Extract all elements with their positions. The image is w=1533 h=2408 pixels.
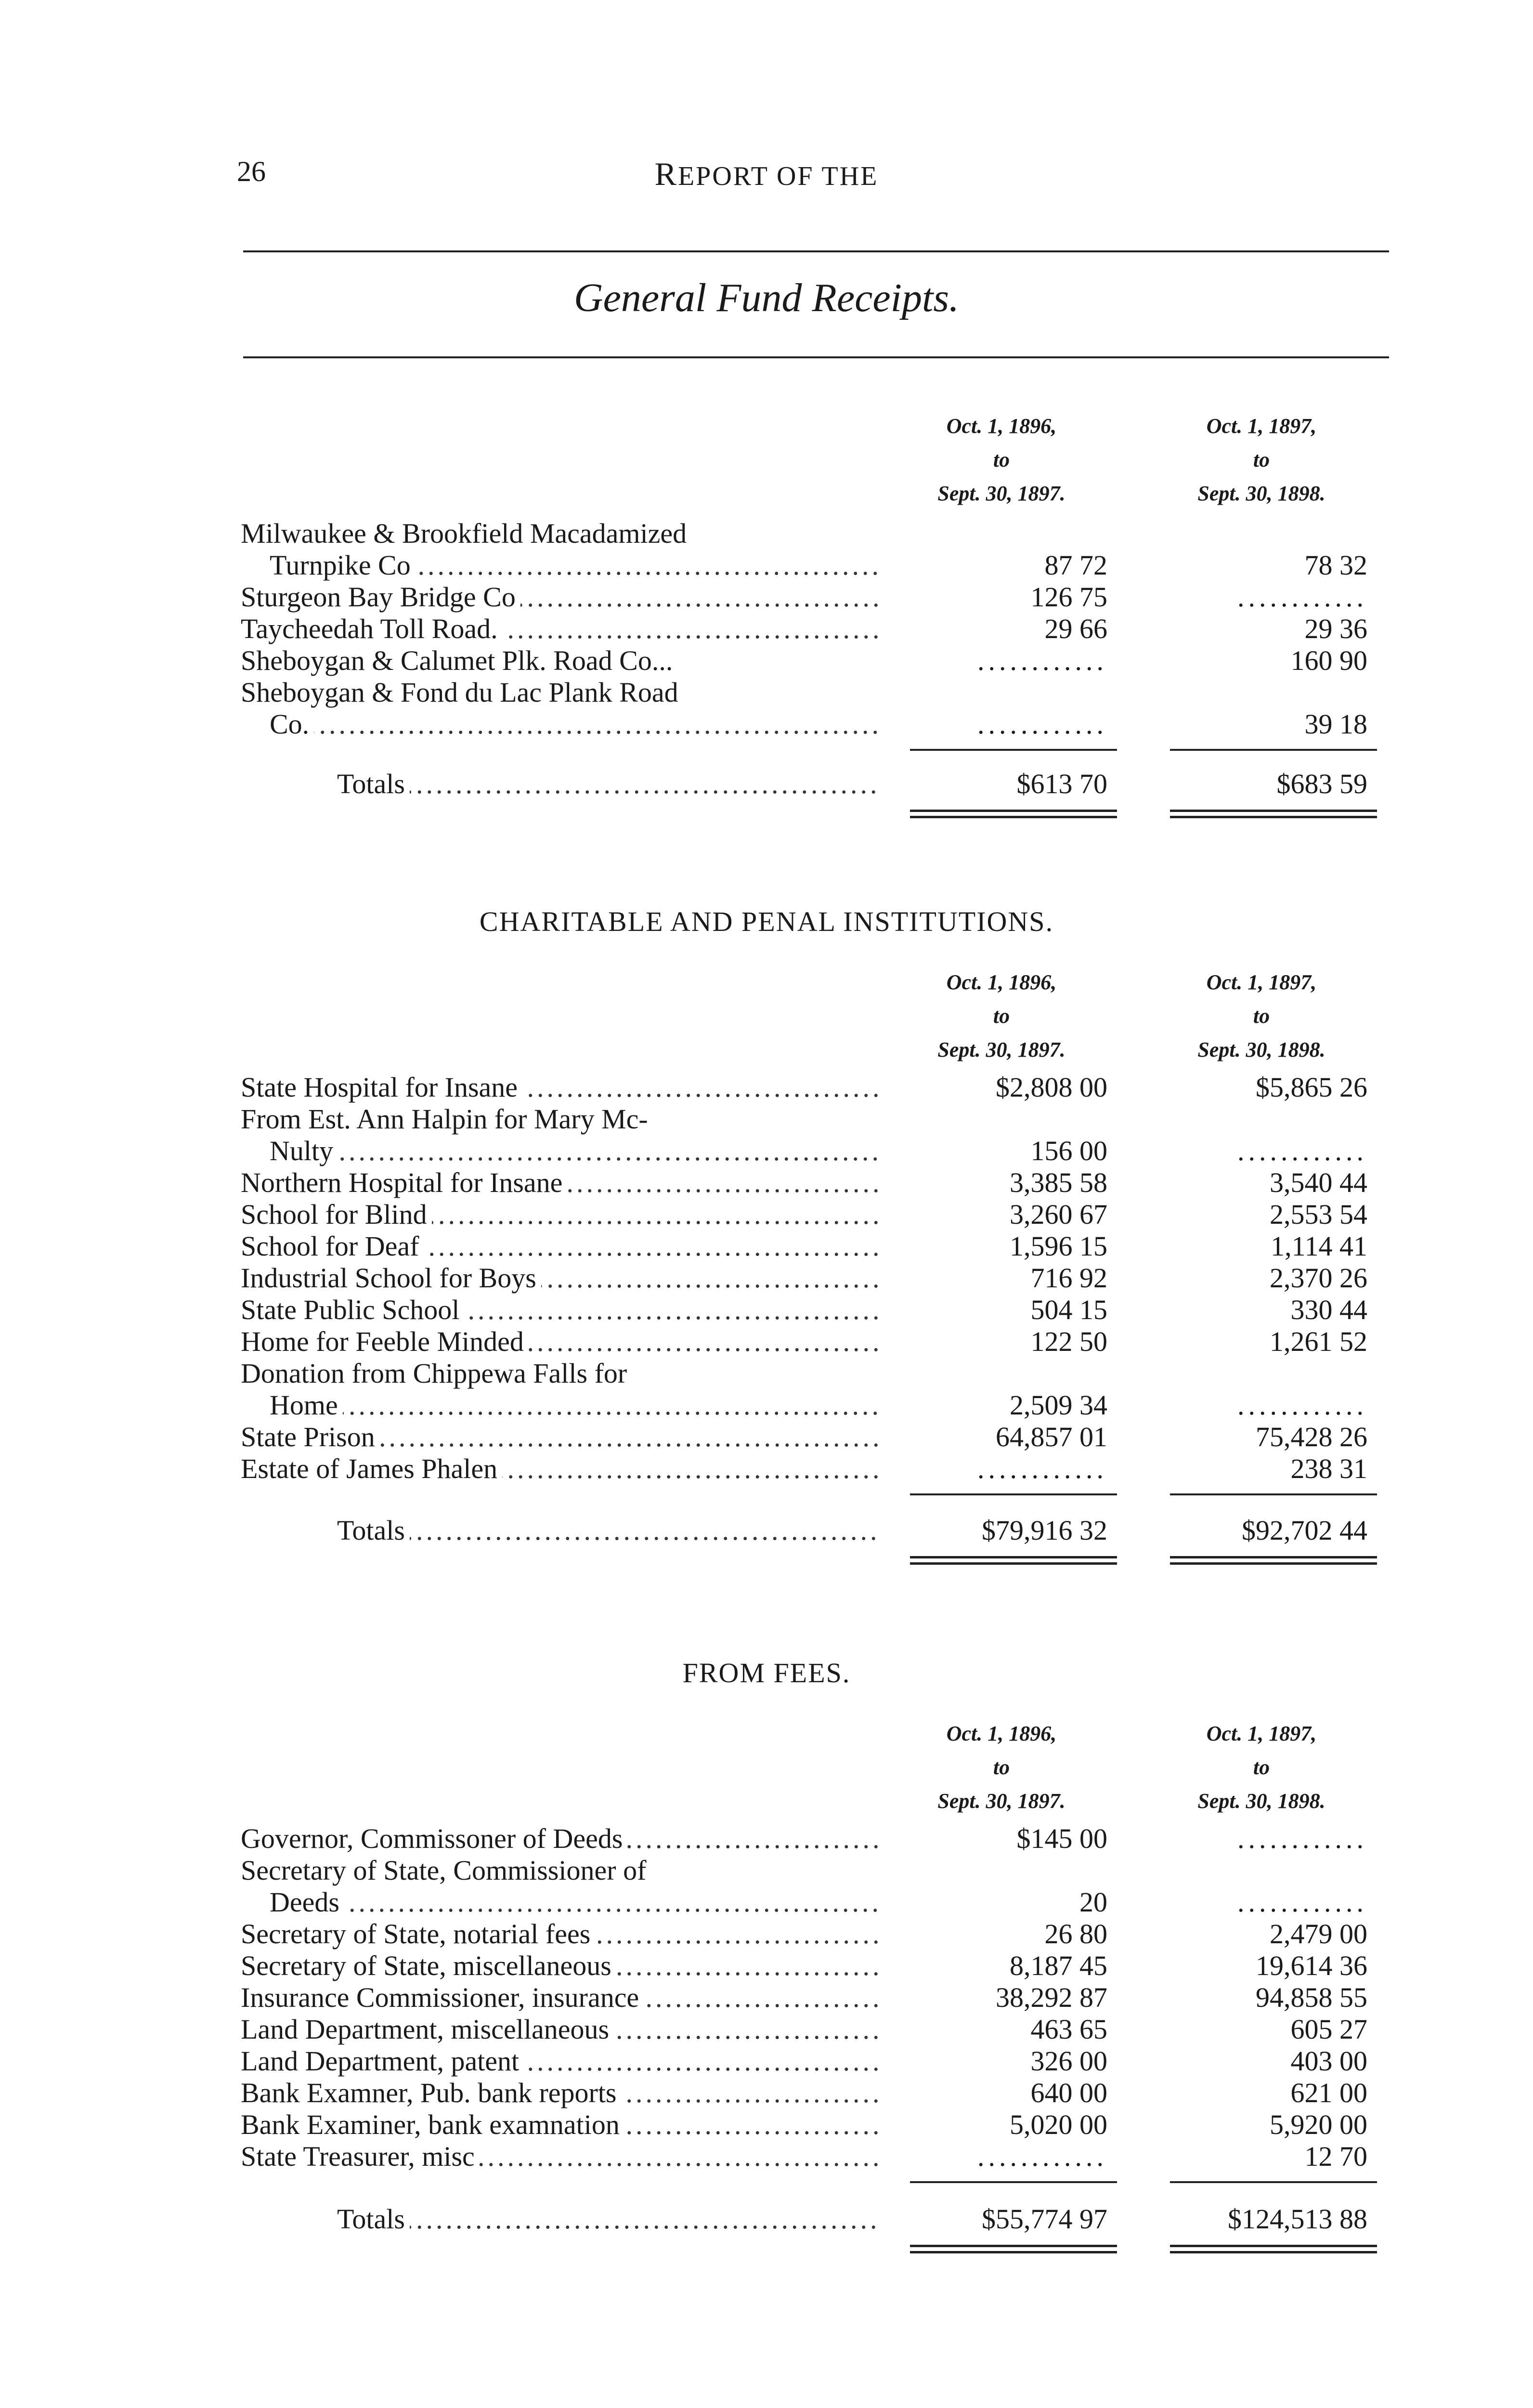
double-rule <box>1170 2245 1377 2253</box>
col2-line1: Oct. 1, 1897, <box>1206 970 1317 994</box>
value-1897: 3,540 44 <box>1270 1167 1367 1198</box>
row-description: Bank Examner, Pub. bank reports ..... <box>241 2077 881 2109</box>
row-description: State Hospital for Insane ..... <box>241 1072 881 1103</box>
table-row <box>241 1294 1396 1326</box>
row-description-cont: Turnpike Co ..... <box>270 550 881 581</box>
sum-rule <box>910 1493 1117 1495</box>
totals-row <box>241 768 1396 800</box>
sum-rule <box>1170 2181 1377 2183</box>
value-1897: 2,479 00 <box>1270 1918 1367 1950</box>
row-description: Land Department, miscellaneous ..... <box>241 2014 881 2045</box>
col1-line1: Oct. 1, 1896, <box>946 970 1057 994</box>
value-1896: 64,857 01 <box>996 1421 1107 1453</box>
value-1896: 87 72 <box>1044 550 1107 581</box>
value-1896: 640 00 <box>1030 2077 1107 2108</box>
table-row <box>241 1982 1396 2014</box>
col1-line2: to <box>993 448 1010 471</box>
row-description: Land Department, patent ..... <box>241 2045 881 2077</box>
value-1896: $145 00 <box>1016 1823 1107 1854</box>
col2-line2: to <box>1253 448 1270 471</box>
row-description: Secretary of State, miscellaneous ..... <box>241 1950 881 1982</box>
value-1896: 2,509 34 <box>1010 1389 1107 1421</box>
value-1896: 5,020 00 <box>1010 2109 1107 2140</box>
charitable-heading: CHARITABLE AND PENAL INSTITUTIONS. <box>479 906 1054 937</box>
value-1897: 1,261 52 <box>1270 1326 1367 1357</box>
table-row <box>241 1326 1396 1358</box>
column-header-1896 <box>886 966 1117 1067</box>
row-description: Taycheedah Toll Road. ..... <box>241 613 881 645</box>
table-row <box>241 1230 1396 1262</box>
value-1897: 621 00 <box>1290 2077 1367 2108</box>
totals-label: Totals ..... <box>337 2203 881 2235</box>
table-row <box>241 550 1396 581</box>
row-description: Governor, Commissoner of Deeds ..... <box>241 1823 881 1855</box>
col1-line3: Sept. 30, 1897. <box>937 1789 1065 1813</box>
sum-rule <box>1170 1493 1377 1495</box>
row-description: Insurance Commissioner, insurance ..... <box>241 1982 881 2014</box>
sum-rule <box>910 2181 1117 2183</box>
double-rule <box>1170 810 1377 818</box>
table-row <box>241 1199 1396 1230</box>
table-row <box>241 1453 1396 1485</box>
value-1896-blank: ............ <box>977 645 1107 676</box>
running-head-cap: R <box>654 156 678 192</box>
table-row <box>241 677 1396 708</box>
value-1897: 330 44 <box>1290 1294 1367 1325</box>
row-description: State Public School ..... <box>241 1294 881 1326</box>
total-1896: $79,916 32 <box>982 1515 1107 1546</box>
value-1897: 5,920 00 <box>1270 2109 1367 2140</box>
table-row <box>241 1262 1396 1294</box>
value-1897-blank: ............ <box>1237 1823 1367 1854</box>
row-description-cont: Deeds ..... <box>270 1886 881 1918</box>
table-row <box>241 1358 1396 1389</box>
table-row <box>241 645 1396 677</box>
value-1897: 160 90 <box>1290 645 1367 676</box>
value-1896: 3,385 58 <box>1010 1167 1107 1198</box>
col1-line3: Sept. 30, 1897. <box>937 482 1065 505</box>
double-rule <box>910 810 1117 818</box>
value-1897: $5,865 26 <box>1256 1072 1367 1103</box>
value-1897-blank: ............ <box>1237 1135 1367 1166</box>
running-head <box>0 155 1533 193</box>
col2-line1: Oct. 1, 1897, <box>1206 1722 1317 1745</box>
table-row <box>241 2141 1396 2172</box>
table-row <box>241 1389 1396 1421</box>
value-1897: 29 36 <box>1304 613 1367 644</box>
value-1896: 8,187 45 <box>1010 1950 1107 1981</box>
value-1897: 75,428 26 <box>1256 1421 1367 1453</box>
value-1896: 38,292 87 <box>996 1982 1107 2013</box>
row-description: State Prison ..... <box>241 1421 881 1453</box>
table-row <box>241 1886 1396 1918</box>
value-1897: 605 27 <box>1290 2014 1367 2045</box>
col2-line3: Sept. 30, 1898. <box>1197 1038 1325 1061</box>
row-description: Estate of James Phalen ..... <box>241 1453 881 1485</box>
table-row <box>241 518 1396 550</box>
table-row <box>241 613 1396 645</box>
table-row <box>241 2077 1396 2109</box>
row-description: Home for Feeble Minded ..... <box>241 1326 881 1358</box>
column-header-1897 <box>1146 1717 1377 1818</box>
double-rule <box>1170 1556 1377 1565</box>
value-1896: 463 65 <box>1030 2014 1107 2045</box>
total-1897: $124,513 88 <box>1228 2203 1367 2235</box>
col1-line2: to <box>993 1004 1010 1028</box>
table-row <box>241 1167 1396 1199</box>
value-1897: 2,370 26 <box>1270 1262 1367 1294</box>
value-1896: 29 66 <box>1044 613 1107 644</box>
value-1896-blank: ............ <box>977 2141 1107 2172</box>
col2-line3: Sept. 30, 1898. <box>1197 1789 1325 1813</box>
total-1896: $55,774 97 <box>982 2203 1107 2235</box>
column-header-1896 <box>886 1717 1117 1818</box>
col1-line1: Oct. 1, 1896, <box>946 1722 1057 1745</box>
row-description: State Treasurer, misc ..... <box>241 2141 881 2172</box>
row-description: Sturgeon Bay Bridge Co ..... <box>241 581 881 613</box>
value-1897: 19,614 36 <box>1256 1950 1367 1981</box>
row-description: School for Blind ..... <box>241 1199 881 1230</box>
value-1896: 326 00 <box>1030 2045 1107 2077</box>
row-description-cont: Nulty ..... <box>270 1135 881 1167</box>
value-1897: 403 00 <box>1290 2045 1367 2077</box>
value-1897: 1,114 41 <box>1271 1230 1367 1262</box>
top-rule <box>243 250 1389 252</box>
value-1897: 39 18 <box>1304 708 1367 740</box>
row-description: Industrial School for Boys ..... <box>241 1262 881 1294</box>
title-rule <box>243 356 1389 358</box>
col1-line2: to <box>993 1755 1010 1779</box>
value-1896: 716 92 <box>1030 1262 1107 1294</box>
row-description: Secretary of State, Commissioner of <box>241 1855 881 1886</box>
row-description-cont: Co. ..... <box>270 708 881 740</box>
value-1897: 12 70 <box>1304 2141 1367 2172</box>
column-header-1897 <box>1146 409 1377 510</box>
value-1896-blank: ............ <box>977 1453 1107 1484</box>
col2-line1: Oct. 1, 1897, <box>1206 414 1317 438</box>
table-row <box>241 1103 1396 1135</box>
total-1896: $613 70 <box>1016 768 1107 799</box>
value-1896: 156 00 <box>1030 1135 1107 1166</box>
col2-line2: to <box>1253 1755 1270 1779</box>
table-row <box>241 581 1396 613</box>
double-rule <box>910 1556 1117 1565</box>
value-1896: 122 50 <box>1030 1326 1107 1357</box>
table-row <box>241 1950 1396 1982</box>
value-1896: 3,260 67 <box>1010 1199 1107 1230</box>
totals-row <box>241 1515 1396 1546</box>
table-row <box>241 2045 1396 2077</box>
page-title: General Fund Receipts. <box>573 275 960 320</box>
col1-line1: Oct. 1, 1896, <box>946 414 1057 438</box>
row-description: Milwaukee & Brookfield Macadamized <box>241 518 881 550</box>
column-header-1896 <box>886 409 1117 510</box>
value-1896: 126 75 <box>1030 581 1107 613</box>
value-1896: 504 15 <box>1030 1294 1107 1325</box>
total-1897: $92,702 44 <box>1242 1515 1367 1546</box>
totals-label: Totals ..... <box>337 768 881 800</box>
table-row <box>241 1421 1396 1453</box>
table-row <box>241 2109 1396 2141</box>
value-1897: 2,553 54 <box>1270 1199 1367 1230</box>
row-description: From Est. Ann Halpin for Mary Mc- <box>241 1103 881 1135</box>
value-1896: 20 <box>1079 1886 1107 1918</box>
col2-line2: to <box>1253 1004 1270 1028</box>
row-description: Sheboygan & Fond du Lac Plank Road <box>241 677 881 708</box>
value-1896: 1,596 15 <box>1010 1230 1107 1262</box>
row-description-cont: Home ..... <box>270 1389 881 1421</box>
value-1897-blank: ............ <box>1237 1389 1367 1421</box>
col2-line3: Sept. 30, 1898. <box>1197 482 1325 505</box>
sum-rule <box>1170 749 1377 751</box>
value-1897-blank: ............ <box>1237 1886 1367 1918</box>
value-1897: 78 32 <box>1304 550 1367 581</box>
value-1896: 26 80 <box>1044 1918 1107 1950</box>
table-row <box>241 1855 1396 1886</box>
running-head-rest: EPORT OF THE <box>677 161 879 191</box>
value-1897-blank: ............ <box>1237 581 1367 613</box>
table-row <box>241 708 1396 740</box>
row-description: Secretary of State, notarial fees ..... <box>241 1918 881 1950</box>
table-row <box>241 1918 1396 1950</box>
fees-heading: FROM FEES. <box>682 1657 851 1688</box>
row-description: Bank Examiner, bank examnation ..... <box>241 2109 881 2141</box>
totals-row <box>241 2203 1396 2235</box>
table-row <box>241 1072 1396 1103</box>
value-1896-blank: ............ <box>977 708 1107 740</box>
table-row <box>241 1135 1396 1167</box>
total-1897: $683 59 <box>1276 768 1367 799</box>
row-description: Northern Hospital for Insane ..... <box>241 1167 881 1199</box>
totals-label: Totals ..... <box>337 1515 881 1546</box>
column-header-1897 <box>1146 966 1377 1067</box>
value-1897: 94,858 55 <box>1256 1982 1367 2013</box>
table-row <box>241 1823 1396 1855</box>
col1-line3: Sept. 30, 1897. <box>937 1038 1065 1061</box>
row-description: Sheboygan & Calumet Plk. Road Co... <box>241 645 881 677</box>
sum-rule <box>910 749 1117 751</box>
row-description: School for Deaf ..... <box>241 1230 881 1262</box>
value-1896: $2,808 00 <box>996 1072 1107 1103</box>
row-description: Donation from Chippewa Falls for <box>241 1358 881 1389</box>
page-number: 26 <box>237 156 266 187</box>
table-row <box>241 2014 1396 2045</box>
value-1897: 238 31 <box>1290 1453 1367 1484</box>
double-rule <box>910 2245 1117 2253</box>
